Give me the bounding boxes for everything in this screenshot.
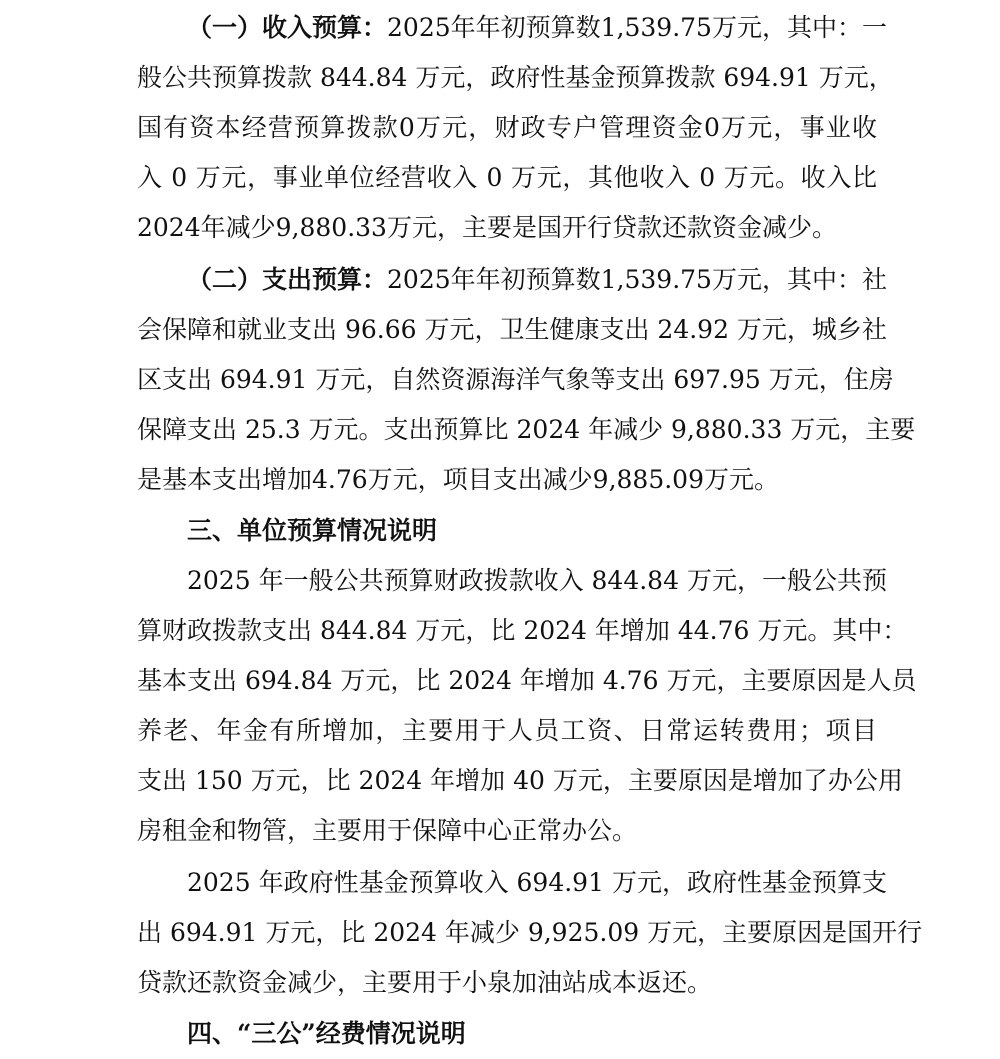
section-heading-3: 三、单位预算情况说明 — [187, 516, 438, 545]
income-text-1: 2025年年初预算数1,539.75万元，其中：一 — [387, 13, 887, 42]
general-line-4: 养老、年金有所增加，主要用于人员工资、日常运转费用；项目 — [137, 716, 877, 745]
general-line-3: 基本支出 694.84 万元，比 2024 年增加 4.76 万元，主要原因是人员 — [137, 666, 917, 695]
income-line-2: 般公共预算拨款 844.84 万元，政府性基金预算拨款 694.91 万元， — [137, 63, 894, 92]
expense-line-4: 保障支出 25.3 万元。支出预算比 2024 年减少 9,880.33 万元，主要 — [137, 415, 916, 444]
general-line-5: 支出 150 万元，比 2024 年增加 40 万元，主要原因是增加了办公用 — [137, 766, 903, 795]
fund-line-3: 贷款还款资金减少，主要用于小泉加油站成本返还。 — [137, 968, 713, 997]
fund-line-1: 2025 年政府性基金预算收入 694.91 万元，政府性基金预算支 — [187, 868, 887, 897]
expense-text-1: 2025年年初预算数1,539.75万元，其中：社 — [387, 265, 887, 294]
expense-line-3: 区支出 694.91 万元，自然资源海洋气象等支出 697.95 万元，住房 — [137, 365, 894, 394]
fund-line-2: 出 694.91 万元，比 2024 年减少 9,925.09 万元，主要原因是国开行 — [137, 918, 923, 947]
expense-line-2: 会保障和就业支出 96.66 万元，卫生健康支出 24.92 万元，城乡社 — [137, 315, 887, 344]
income-line-3: 国有资本经营预算拨款0万元，财政专户管理资金0万元，事业收 — [137, 113, 877, 142]
expense-label: （二）支出预算： — [187, 265, 388, 294]
expense-line-5: 是基本支出增加4.76万元，项目支出减少9,885.09万元。 — [137, 465, 779, 494]
general-line-6: 房租金和物管，主要用于保障中心正常办公。 — [137, 816, 638, 845]
general-line-1: 2025 年一般公共预算财政拨款收入 844.84 万元，一般公共预 — [187, 566, 887, 595]
income-label: （一）收入预算： — [187, 13, 388, 42]
income-line-1 — [187, 5, 887, 51]
general-line-2: 算财政拨款支出 844.84 万元，比 2024 年增加 44.76 万元。其中： — [137, 616, 908, 645]
expense-line-1 — [187, 257, 887, 303]
section-heading-4: 四、“三公”经费情况说明 — [187, 1019, 466, 1048]
income-line-4: 入 0 万元，事业单位经营收入 0 万元，其他收入 0 万元。收入比 — [137, 163, 877, 192]
income-line-5: 2024年减少9,880.33万元，主要是国开行贷款还款资金减少。 — [137, 213, 837, 242]
